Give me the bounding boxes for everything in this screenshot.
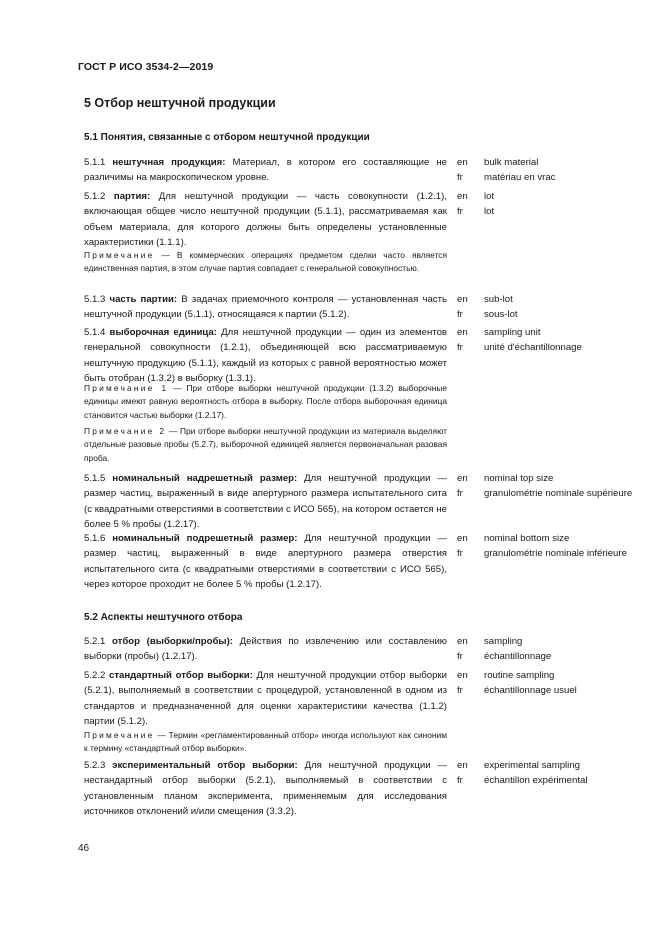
note: Примечание — Термин «регламентированный отбор» иногда используют как синоним к термину «стандартный отбор выборки».	[84, 730, 447, 754]
term-entry: 5.1.1 нештучная продукция: Материал, в котором его составляющие не различимы на макроскопическом уровне.	[84, 157, 447, 184]
term-name: отбор (выборки/пробы):	[112, 636, 233, 647]
foreign-equivalents: lot lot	[484, 191, 495, 218]
term-name: номинальный надрешетный размер:	[112, 473, 298, 484]
language-codes: en fr	[457, 157, 468, 184]
language-codes: en fr	[457, 533, 468, 560]
term-name: номинальный подрешетный размер:	[112, 533, 298, 544]
term-name: часть партии:	[109, 294, 178, 305]
term-name: партия:	[113, 191, 151, 202]
term-entry: 5.1.6 номинальный подрешетный размер: Для нештучной продукции — размер частиц, выраженный в виде апертурного размера отверстия испытательного сита (с квадратными отверстиями в соответствии с ИСО 565), через которое проходит не более 5 % пробы (1.2.17).	[84, 533, 447, 590]
language-codes: en fr	[457, 473, 468, 500]
document-header: ГОСТ Р ИСО 3534-2—2019	[78, 61, 214, 73]
subsection-title: 5.2 Аспекты нештучного отбора	[84, 612, 243, 623]
subsection-title: 5.1 Понятия, связанные с отбором нештучной продукции	[84, 132, 370, 143]
term-name: экспериментальный отбор выборки:	[112, 760, 298, 771]
language-codes: en fr	[457, 760, 468, 787]
foreign-equivalents: routine sampling échantillonnage usuel	[484, 670, 577, 697]
foreign-equivalents: sub-lot sous-lot	[484, 294, 518, 321]
term-name: нештучная продукция:	[112, 157, 226, 168]
foreign-equivalents: bulk material matériau en vrac	[484, 157, 556, 184]
foreign-equivalents: nominal bottom size granulométrie nominale inférieure	[484, 533, 627, 560]
language-codes: en fr	[457, 191, 468, 218]
page-number: 46	[78, 843, 90, 854]
term-entry: 5.2.3 экспериментальный отбор выборки: Для нештучной продукции — нестандартный отбор выборки (5.2.1), выполняемый в соответствии с установленным планом эксперимента, применяемым для исследования источников отклонений и/или смещения (3.3.2).	[84, 760, 447, 817]
note: Примечание — В коммерческих операциях предметом сделки часто является единственная партия, в этом случае партия совпадает с генеральной совокупностью.	[84, 250, 447, 274]
term-name: выборочная единица:	[109, 327, 217, 338]
language-codes: en fr	[457, 636, 468, 663]
language-codes: en fr	[457, 294, 468, 321]
term-entry: 5.1.5 номинальный надрешетный размер: Для нештучной продукции — размер частиц, выраженный в виде апертурного размера испытательного сита (с квадратными отверстиями в соответствии с ИСО 565), на котором остается не более 5 % пробы (1.2.17).	[84, 473, 447, 530]
term-entry: 5.1.3 часть партии: В задачах приемочного контроля — установленная часть нештучной продукции (5.1.1), относящаяся к партии (5.1.2).	[84, 294, 447, 321]
term-entry: 5.2.2 стандартный отбор выборки: Для нештучной продукции отбор выборки (5.2.1), выполняемый в соответствии с процедурой, установленной в одном из стандартов и предназначенной для оценки характеристики качества (1.1.2) партии (5.1.2).	[84, 670, 447, 727]
term-name: стандартный отбор выборки:	[109, 670, 253, 681]
foreign-equivalents: experimental sampling échantillon expérimental	[484, 760, 588, 787]
language-codes: en fr	[457, 327, 468, 354]
foreign-equivalents: nominal top size granulométrie nominale supérieure	[484, 473, 633, 500]
term-entry: 5.2.1 отбор (выборки/пробы): Действия по извлечению или составлению выборки (пробы) (1.2.17).	[84, 636, 447, 663]
term-entry: 5.1.2 партия: Для нештучной продукции — часть совокупности (1.2.1), включающая общее число нештучной продукции (5.1.1), рассматриваемая как объем материала, для которого должны быть определены установленные характеристики (1.1.1).	[84, 191, 447, 248]
note: Примечание 2 — При отборе выборки нештучной продукции из материала выделяют отдельные разовые пробы (5.2.7), выборочной единицей является первоначальная разовая проба.	[84, 426, 448, 463]
foreign-equivalents: sampling échantillonnage	[484, 636, 552, 663]
note: Примечание 1 — При отборе выборки нештучной продукции (1.3.2) выборочные единицы имеют равную вероятность отбора в выборку. После отбора выборочная единица становится частью выборки (1.2.17).	[84, 383, 448, 420]
language-codes: en fr	[457, 670, 468, 697]
section-title: 5 Отбор нештучной продукции	[84, 96, 276, 110]
foreign-equivalents: sampling unit unité d'échantillonnage	[484, 327, 582, 354]
term-entry: 5.1.4 выборочная единица: Для нештучной продукции — один из элементов генеральной совокупности (1.2.1), объединяющей всю рассматриваемую нештучную продукцию (5.1.1), каждый из которых с равной вероятностью может быть отобран (1.3.2) в выборку (1.3.1).	[84, 327, 448, 384]
